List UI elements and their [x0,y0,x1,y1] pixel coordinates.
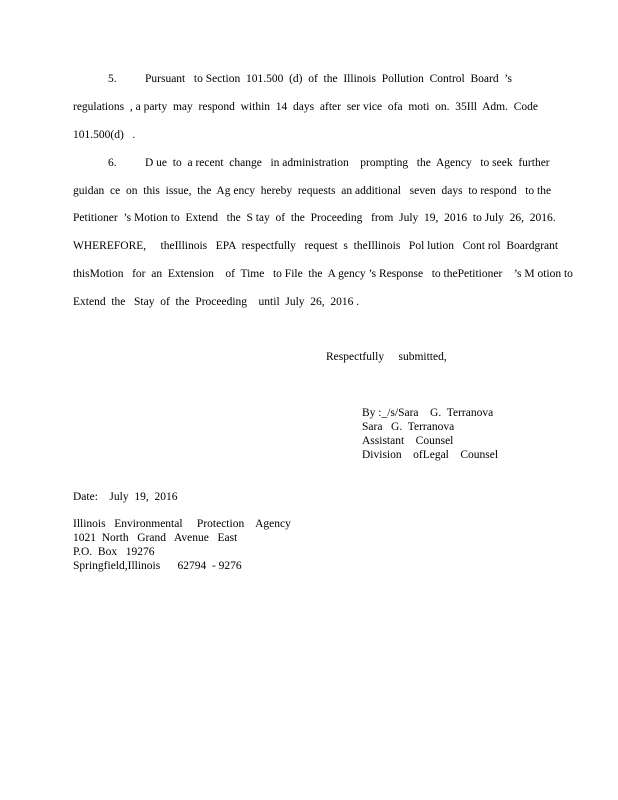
signature-line-4: Division ofLegal Counsel [362,449,499,461]
address-line-2: 1021 North Grand Avenue East [73,532,238,544]
paragraph-5-line-2: regulations , a party may respond within 14 days after ser vice ofa moti on. 35Ill Adm. Code [73,101,539,113]
paragraph-5-line-1: Pursuant to Section 101.500 (d) of the Illinois Pollution Control Board ’s [145,73,513,85]
paragraph-6-line-6: Extend the Stay of the Proceeding until July 26, 2016 . [73,296,360,308]
signature-line-2: Sara G. Terranova [362,421,455,433]
date-line: Date: July 19, 2016 [73,491,178,503]
paragraph-6-number: 6. [108,157,117,169]
signature-line-1: By :_/s/Sara G. Terranova [362,407,494,419]
paragraph-6-line-4: WHEREFORE, theIllinois EPA respectfully request s theIllinois Pol lution Cont rol Boardgrant [73,240,559,252]
paragraph-5-number: 5. [108,73,117,85]
paragraph-6-line-2: guidan ce on this issue, the Ag ency hereby requests an additional seven days to respond to the [73,185,552,197]
paragraph-6-line-5: thisMotion for an Extension of Time to File the A gency ’s Response to thePetitioner ’s M otion to [73,268,573,280]
closing-line: Respectfully submitted, [326,351,447,363]
paragraph-6-line-3: Petitioner ’s Motion to Extend the S tay of the Proceeding from July 19, 2016 to July 26, 2016. [73,212,556,224]
paragraph-6-line-1: D ue to a recent change in administration prompting the Agency to seek further [145,157,550,169]
address-line-3: P.O. Box 19276 [73,546,155,558]
paragraph-5-line-3: 101.500(d) . [73,129,136,141]
address-line-4: Springfield,Illinois 62794 - 9276 [73,560,242,572]
signature-line-3: Assistant Counsel [362,435,454,447]
address-line-1: Illinois Environmental Protection Agency [73,518,291,530]
